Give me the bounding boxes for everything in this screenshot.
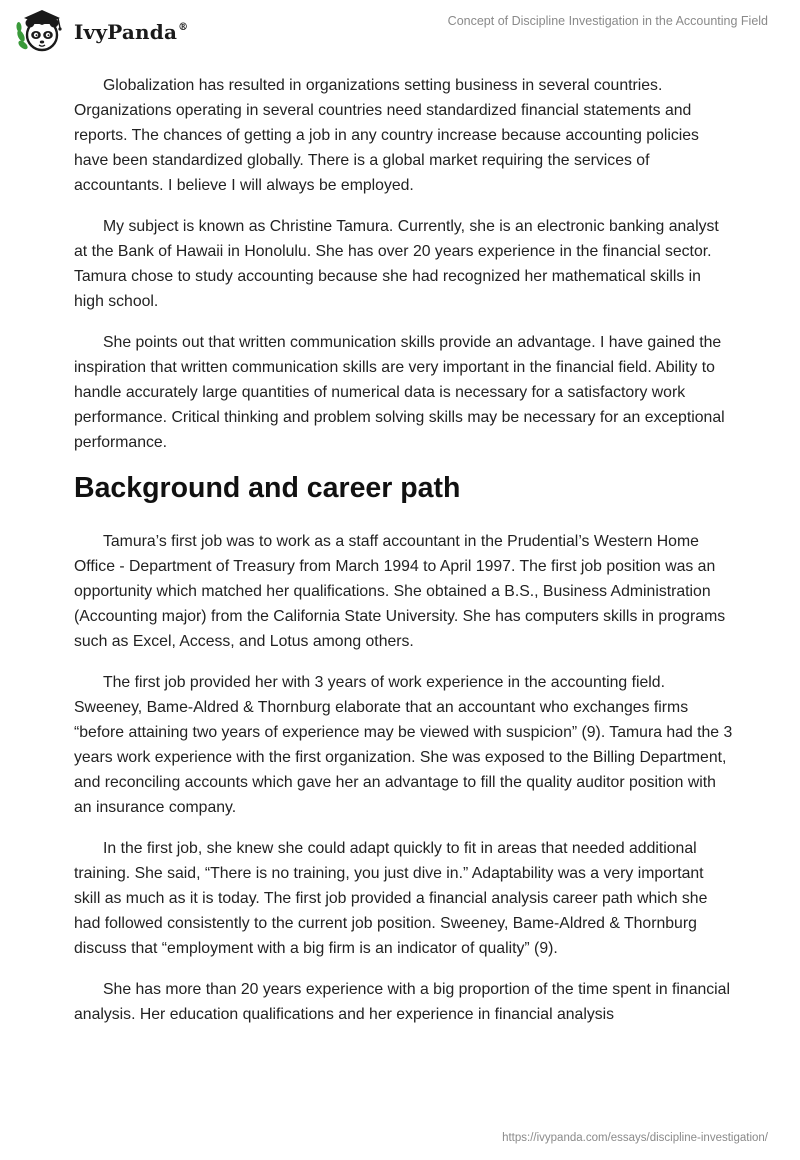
essay-body: [74, 73, 734, 1043]
paragraph: Globalization has resulted in organizations setting business in several countries. Organizations operating in several countries need standardized financial statements and reports. The chances of getting a job in any country increase because accounting policies have been standardized globally. There is a global market requiring the services of accountants. I believe I will always be employed.: [74, 77, 699, 194]
paragraph: Tamura’s first job was to work as a staff accountant in the Prudential’s Western Home Office - Department of Treasury from March 1994 to April 1997. The first job position was an opportunity which matched her qualifications. She obtained a B.S., Business Administration (Accounting major) from the California State University. She has computers skills in programs such as Excel, Access, and Lotus among others.: [74, 533, 726, 650]
registered-mark: ®: [178, 22, 189, 33]
panda-graduate-icon: [14, 8, 68, 54]
paragraph: She has more than 20 years experience with a big proportion of the time spent in financial analysis. Her education qualifications and her experience in financial analysis: [74, 981, 730, 1023]
paragraph: My subject is known as Christine Tamura. Currently, she is an electronic banking analyst at the Bank of Hawaii in Honolulu. She has over 20 years experience in the financial sector. Tamura chose to study accounting because she had recognized her mathematical skills in high school.: [74, 218, 719, 310]
ivypanda-logo[interactable]: [14, 8, 188, 54]
page-header: [0, 0, 800, 60]
section-heading: Background and career path: [74, 472, 461, 504]
source-url[interactable]: https://ivypanda.com/essays/discipline-investigation/: [502, 1132, 768, 1144]
paragraph: The first job provided her with 3 years of work experience in the accounting field. Sweeney, Bame-Aldred & Thornburg elaborate that an accountant who exchanges firms “before attaining two years of experience may be viewed with suspicion” (9). Tamura had the 3 years work experience with the first organization. She was exposed to the Billing Department, and reconciling accounts which gave her an advantage to fill the quality auditor position with an insurance company.: [74, 674, 733, 816]
paragraph: In the first job, she knew she could adapt quickly to fit in areas that needed additional training. She said, “There is no training, you just dive in.” Adaptability was a very important skill as much as it is today. The first job provided a financial analysis career path which she had followed consistently to the current job position. Sweeney, Bame-Aldred & Thornburg discuss that “employment with a big firm is an indicator of quality” (9).: [74, 840, 708, 957]
paragraph: She points out that written communication skills provide an advantage. I have gained the inspiration that written communication skills are very important in the financial field. Ability to handle accurately large quantities of numerical data is necessary for a satisfactory work performance. Critical thinking and problem solving skills may be necessary for an exceptional performance.: [74, 334, 725, 451]
brand-name: IvyPanda®: [74, 20, 189, 44]
document-title: Concept of Discipline Investigation in the Accounting Field: [447, 14, 768, 28]
